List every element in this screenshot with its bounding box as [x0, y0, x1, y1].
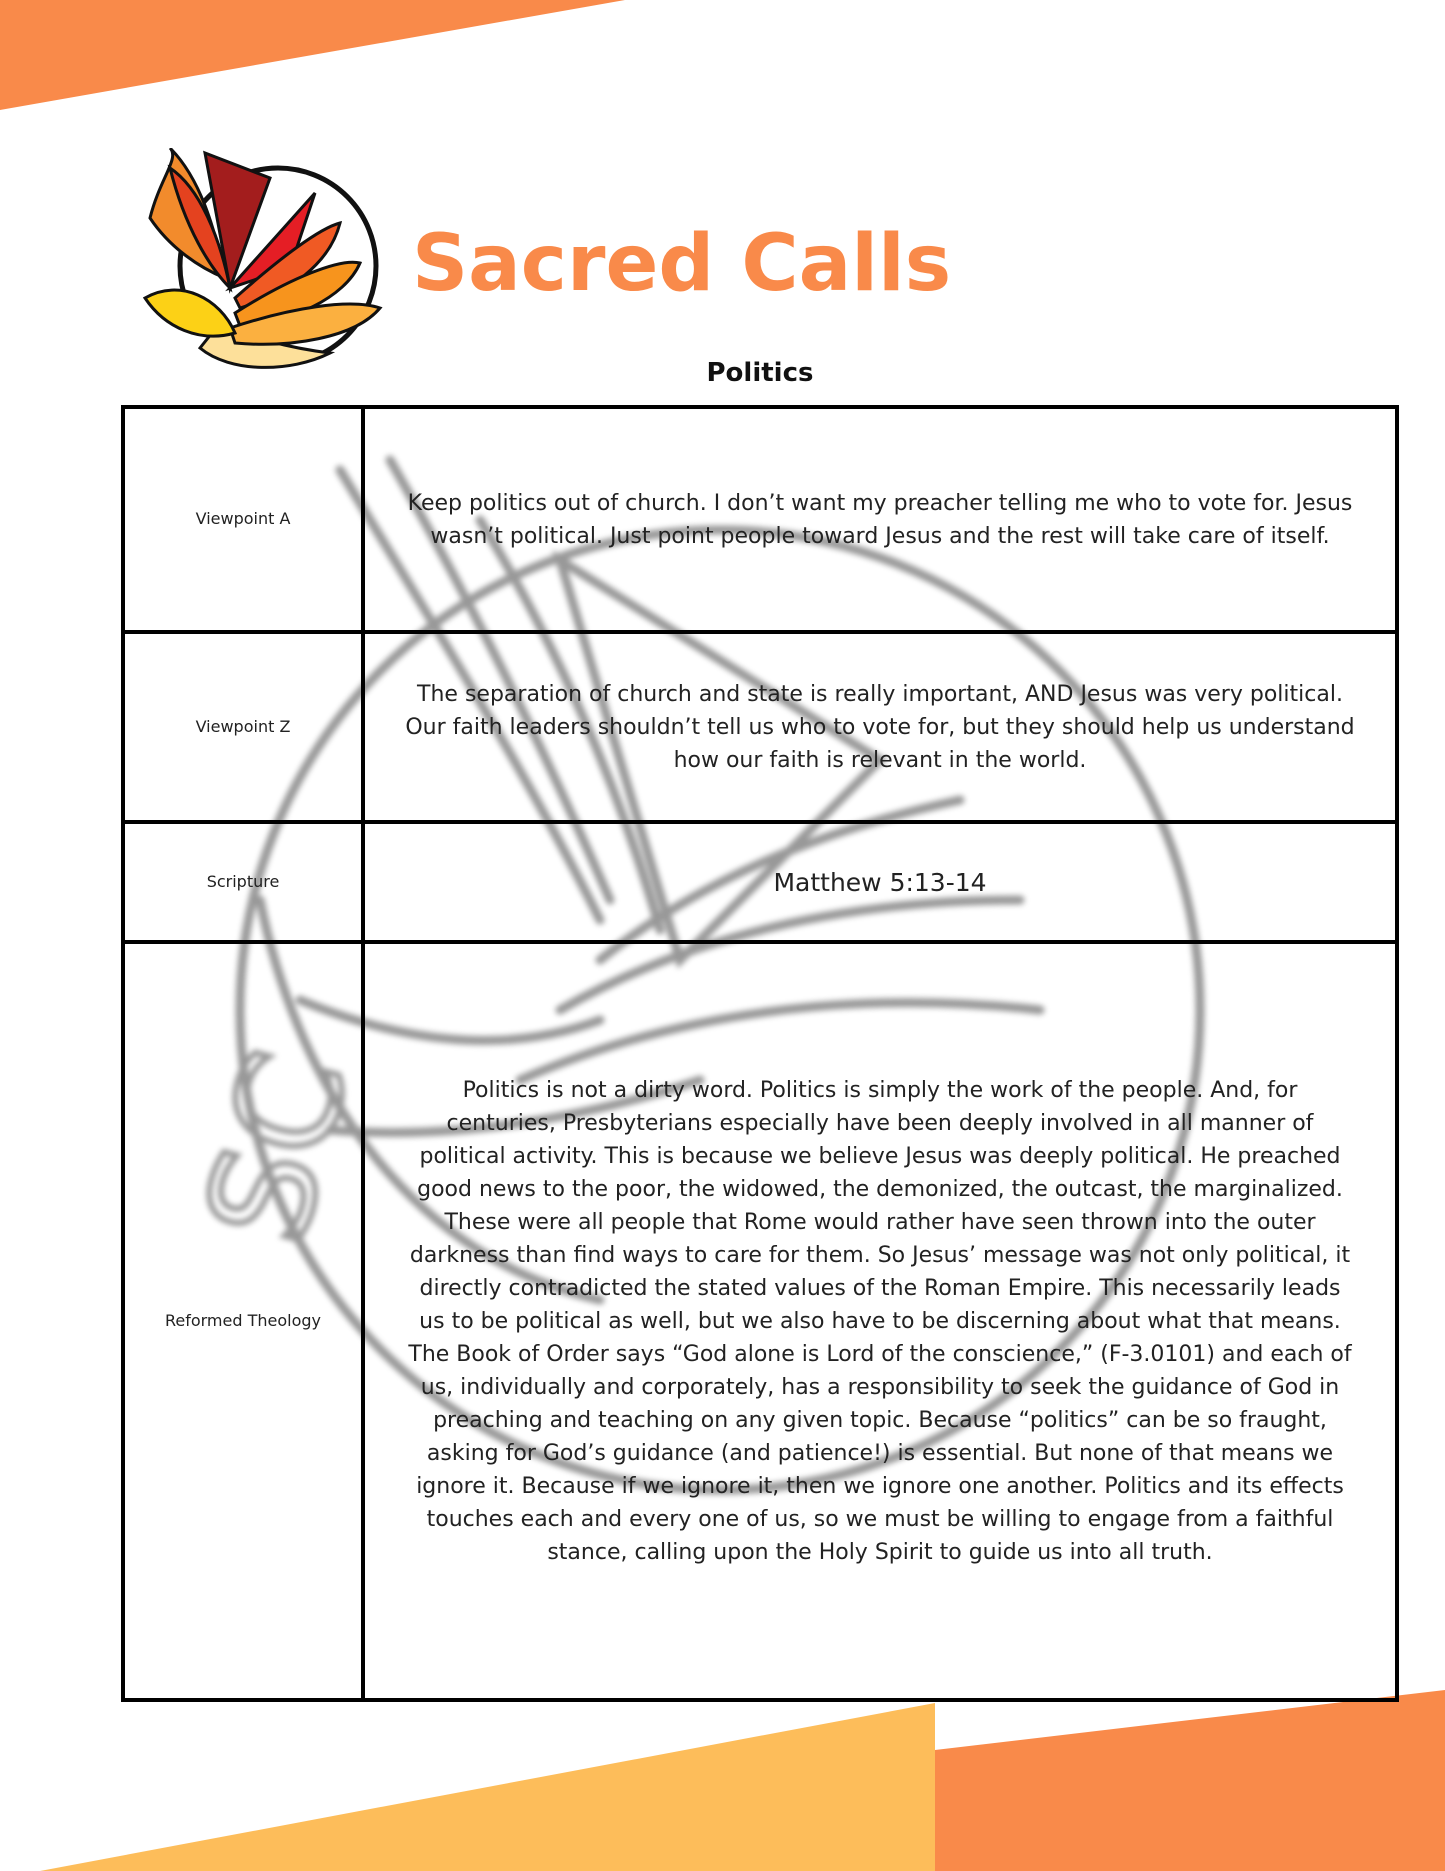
- table-row: [125, 944, 1395, 1698]
- scripture-reference: Matthew 5:13-14: [773, 867, 987, 897]
- row-label: Viewpoint Z: [125, 634, 365, 820]
- svg-text:SC: SC: [175, 1036, 382, 1259]
- row-content: Keep politics out of church. I don’t want my preacher telling me who to vote for. Jesus wasn’t political. Just point people toward Jesus and the rest will take care of itself.: [407, 490, 1353, 549]
- table-row: [125, 824, 1395, 944]
- row-label: Scripture: [125, 824, 365, 940]
- page-subtitle: Politics: [706, 358, 814, 388]
- sacred-calls-logo: [140, 148, 390, 378]
- page-title: Sacred Calls: [412, 219, 952, 309]
- table-row: [125, 409, 1395, 634]
- row-label: Viewpoint A: [125, 409, 365, 630]
- row-content: Politics is not a dirty word. Politics is simply the work of the people. And, for centuries, Presbyterians especially have been deeply involved in all manner of political activity. This is because we believe Jesus was deeply political. He preached good news to the poor, the widowed, the demonized, the outcast, the marginalized. These were all people that Rome would rather have seen thrown into the outer darkness than find ways to care for them. So Jesus’ message was not only political, it directly contradicted the stated values of the Roman Empire. This necessarily leads us to be political as well, but we also have to be discerning about what that means. The Book of Order says “God alone is Lord of the conscience,” (F-3.0101) and each of us, individually and corporately, has a responsibility to seek the guidance of God in preaching and teaching on any given topic. Because “politics” can be so fraught, asking for God’s guidance (and patience!) is essential. But none of that means we ignore it. Because if we ignore it, then we ignore one another. Politics and its effects touches each and every one of us, so we must be willing to engage from a faithful stance, calling upon the Holy Spirit to guide us into all truth.: [408, 1077, 1352, 1565]
- table-row: [125, 634, 1395, 824]
- topic-table: [121, 405, 1399, 1702]
- row-label: Reformed Theology: [125, 944, 365, 1698]
- row-content: The separation of church and state is really important, AND Jesus was very political. Our faith leaders shouldn’t tell us who to vote for, but they should help us understand how our faith is relevant in the world.: [405, 681, 1355, 773]
